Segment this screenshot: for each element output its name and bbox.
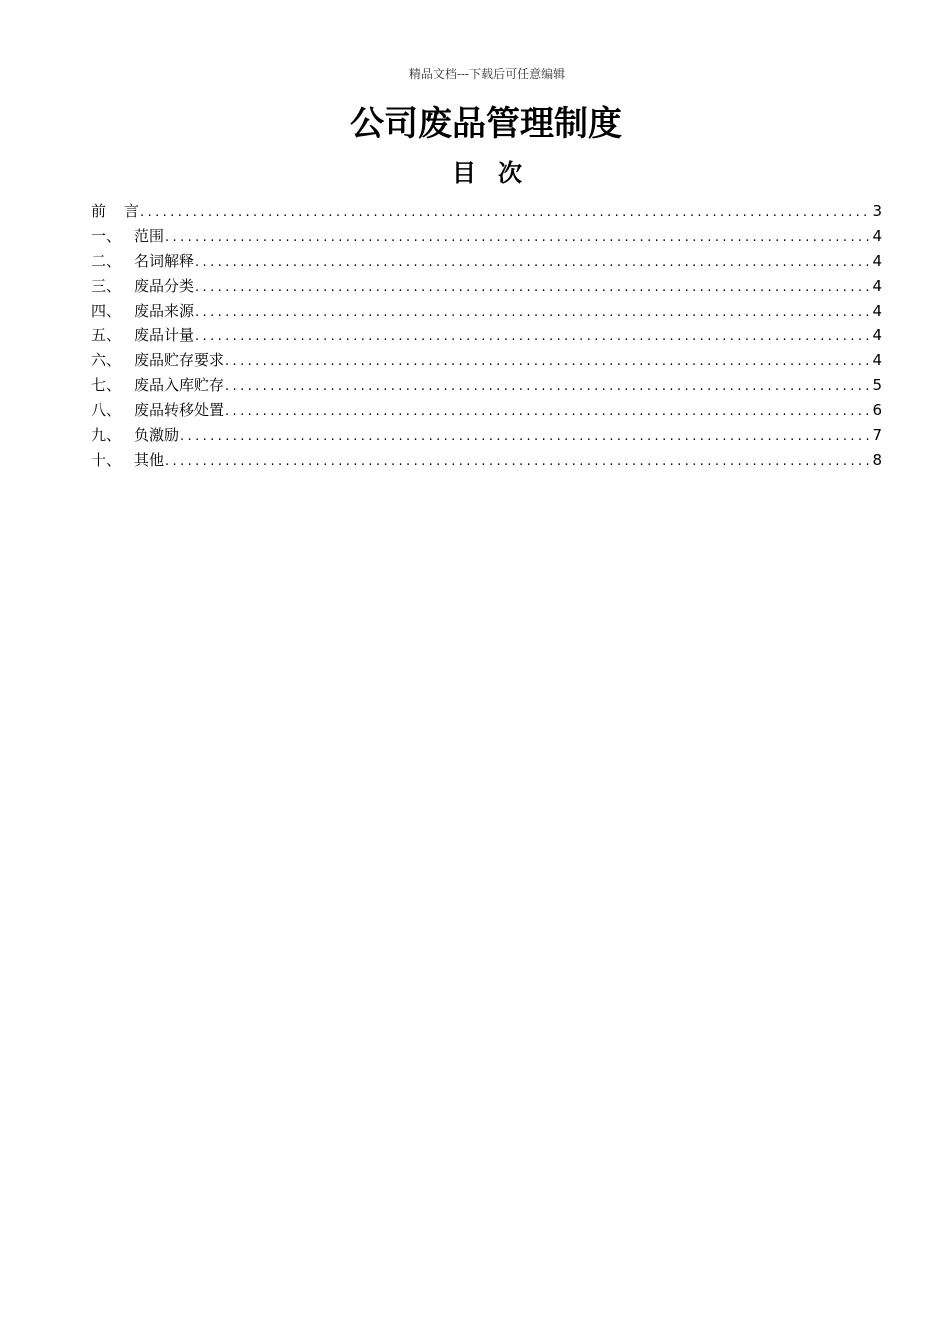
- toc-page-number: 4: [872, 251, 882, 270]
- toc-entry[interactable]: [91, 448, 882, 473]
- toc-page-number: 4: [872, 326, 882, 345]
- toc-entry-number: 四、: [91, 301, 122, 320]
- toc-page-number: 4: [872, 226, 882, 245]
- toc-leader-dots: [225, 400, 870, 425]
- toc-entry-number: 二、: [91, 251, 122, 270]
- toc-leader-dots: [140, 201, 870, 226]
- toc-page-number: 8: [872, 450, 882, 469]
- toc-entry-number: 八、: [91, 401, 122, 420]
- toc-leader-dots: [225, 375, 870, 400]
- toc-entry[interactable]: [91, 323, 882, 348]
- toc-leader-dots: [195, 251, 870, 276]
- toc-entry-preface[interactable]: [91, 199, 882, 224]
- toc-leader-dots: [195, 301, 870, 326]
- toc-leader-dots: [225, 350, 870, 375]
- toc-page-number: 4: [872, 301, 882, 320]
- toc-entry[interactable]: [91, 224, 882, 249]
- document-title: 公司废品管理制度: [350, 104, 622, 144]
- toc-entry-number: 一、: [91, 226, 122, 245]
- toc-entry-label: 废品贮存要求: [134, 351, 225, 370]
- toc-entry-label: 废品分类: [134, 276, 195, 295]
- toc-heading-left: 目: [452, 159, 476, 187]
- toc-page-number: 6: [872, 401, 882, 420]
- toc-page-number: 3: [872, 202, 882, 220]
- toc-leader-dots: [165, 226, 870, 251]
- toc-page-number: 5: [872, 376, 882, 395]
- toc-entry[interactable]: [91, 423, 882, 448]
- toc-entry-number: 七、: [91, 376, 122, 395]
- toc-entry-number: 六、: [91, 351, 122, 370]
- toc-entry-label: 废品转移处置: [134, 401, 225, 420]
- toc-entry-number: 九、: [91, 426, 122, 445]
- toc-entry[interactable]: [91, 348, 882, 373]
- toc-entry-label: 负激励: [134, 426, 180, 445]
- toc-leader-dots: [180, 425, 870, 450]
- toc-entry-number: 十、: [91, 450, 122, 469]
- toc-page-number: 4: [872, 276, 882, 295]
- toc-entry-label: 废品入库贮存: [134, 376, 225, 395]
- toc-entry-label: 范围: [134, 226, 165, 245]
- toc-page-number: 4: [872, 351, 882, 370]
- toc-leader-dots: [195, 325, 870, 350]
- toc-entry-label: 前 言: [91, 202, 140, 220]
- toc-entry[interactable]: [91, 249, 882, 274]
- toc-entry-label: 其他: [134, 450, 165, 469]
- toc-entry[interactable]: [91, 398, 882, 423]
- header-note: 精品文档---下载后可任意编辑: [408, 67, 566, 81]
- toc-entry[interactable]: [91, 274, 882, 299]
- toc-heading-right: 次: [498, 159, 522, 187]
- toc-entry-number: 三、: [91, 276, 122, 295]
- toc-leader-dots: [195, 276, 870, 301]
- toc-entry-label: 名词解释: [134, 251, 195, 270]
- toc-entry[interactable]: [91, 299, 882, 324]
- toc-entry-label: 废品来源: [134, 301, 195, 320]
- table-of-contents: [91, 199, 882, 473]
- toc-leader-dots: [165, 450, 870, 475]
- toc-entry-label: 废品计量: [134, 326, 195, 345]
- toc-entry[interactable]: [91, 373, 882, 398]
- toc-entry-number: 五、: [91, 326, 122, 345]
- toc-page-number: 7: [872, 426, 882, 445]
- toc-heading: [0, 157, 950, 189]
